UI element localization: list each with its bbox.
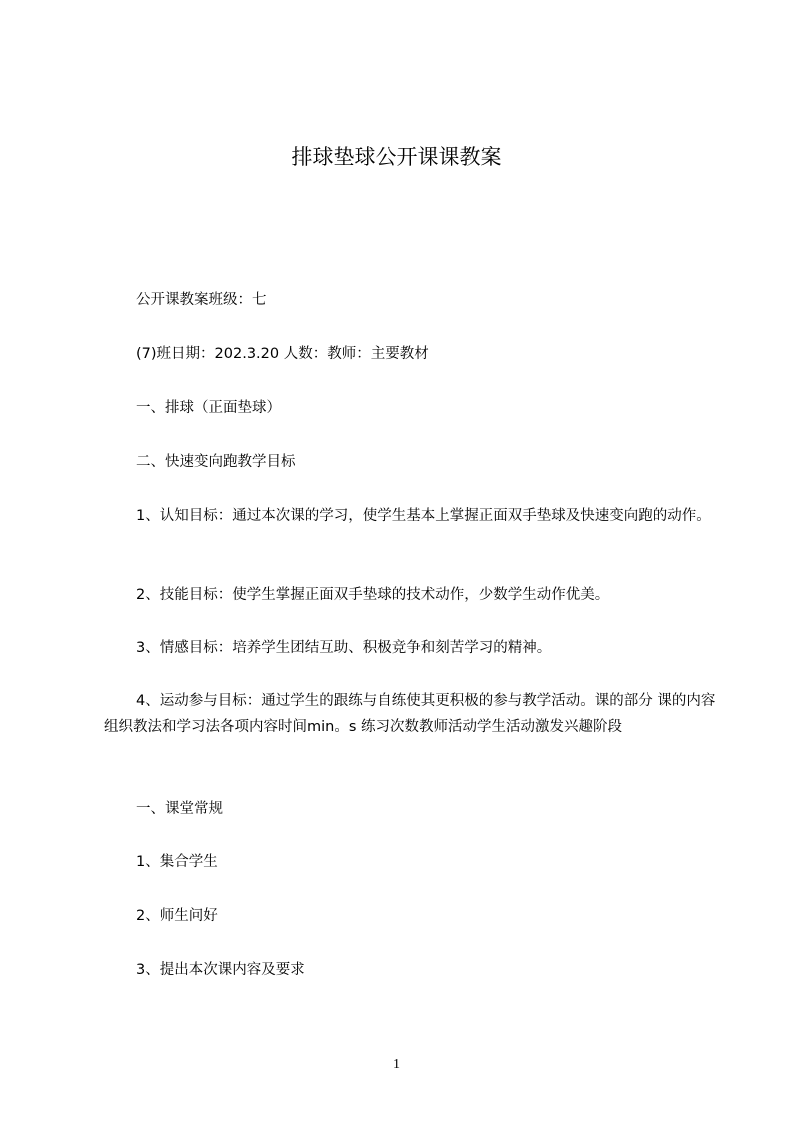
paragraph-main-material-2: 二、快速变向跑教学目标 <box>136 454 296 470</box>
paragraph-date-info: (7)班日期：202.3.20 人数：教师：主要教材 <box>136 346 429 362</box>
paragraph-class-info: 公开课教案班级：七 <box>136 292 267 308</box>
paragraph-objective-cognitive: 1、认知目标：通过本次课的学习，使学生基本上掌握正面双手垫球及快速变向跑的动作。 <box>136 508 711 524</box>
paragraph-greeting: 2、师生问好 <box>136 908 218 924</box>
paragraph-objective-skill: 2、技能目标：使学生掌握正面双手垫球的技术动作，少数学生动作优美。 <box>136 587 610 603</box>
paragraph-objective-participation: 4、运动参与目标：通过学生的跟练与自练使其更积极的参与教学活动。课的部分 课的内容组织教法和学习法各项内容时间min。s 练习次数教师活动学生活动激发兴趣阶段 <box>104 693 716 735</box>
paragraph-gather-students: 1、集合学生 <box>136 854 218 870</box>
paragraph-objective-emotional: 3、情感目标：培养学生团结互助、积极竞争和刻苦学习的精神。 <box>136 640 552 656</box>
document-title: 排球垫球公开课课教案 <box>291 145 502 169</box>
paragraph-class-routine: 一、课堂常规 <box>136 801 223 817</box>
page-number: 1 <box>393 1057 400 1072</box>
paragraph-main-material-1: 一、排球（正面垫球） <box>136 400 281 416</box>
paragraph-requirements: 3、提出本次课内容及要求 <box>136 962 305 978</box>
